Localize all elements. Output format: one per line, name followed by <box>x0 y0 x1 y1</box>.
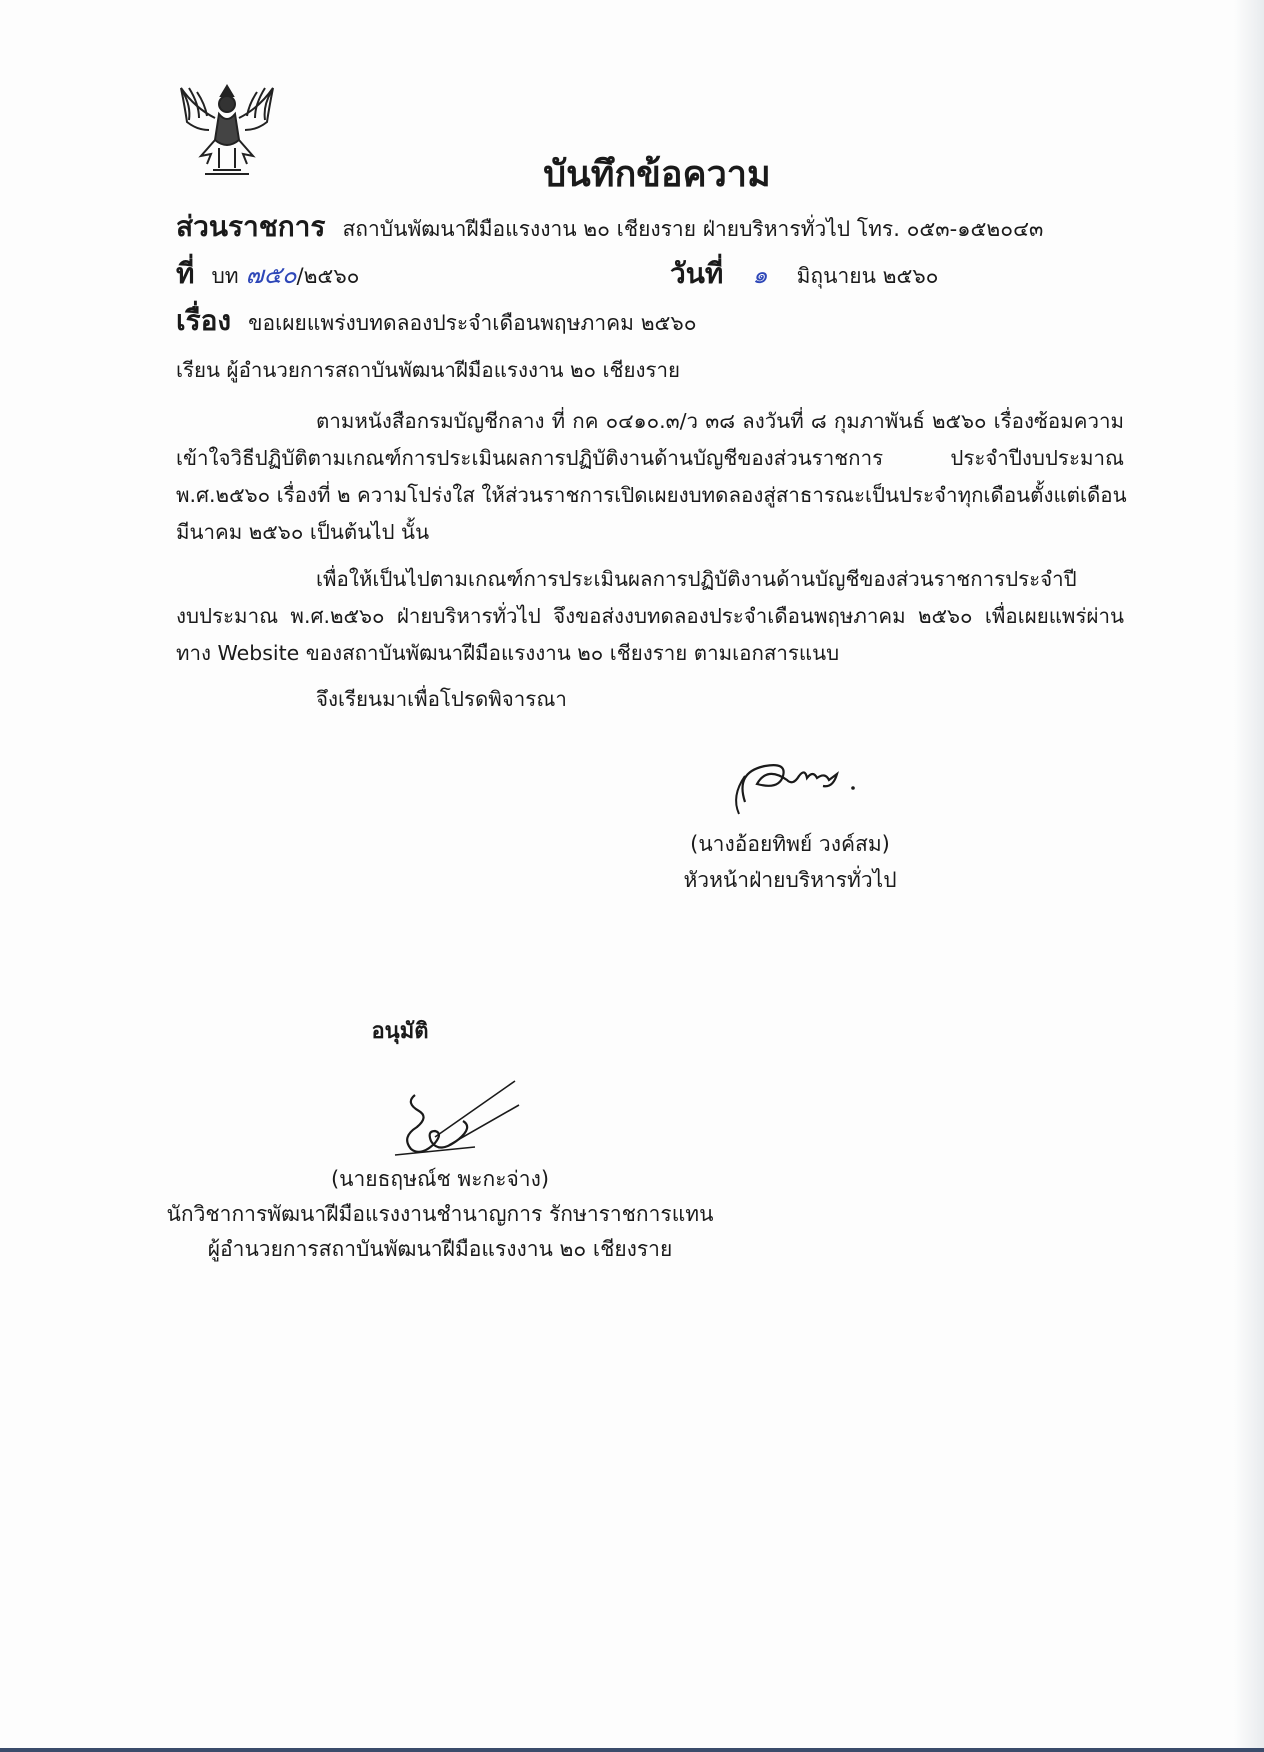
approver-position-line1: นักวิชาการพัฒนาฝีมือแรงงานชำนาญการ รักษาราชการแทน <box>166 1202 714 1226</box>
signature-2-image <box>385 1075 535 1165</box>
reference-row <box>176 252 359 296</box>
paragraph2-line1: เพื่อให้เป็นไปตามเกณฑ์การประเมินผลการปฏิบัติงานด้านบัญชีของส่วนราชการประจำปี <box>316 567 1077 591</box>
approver-position-line2: ผู้อำนวยการสถาบันพัฒนาฝีมือแรงงาน ๒๐ เชียงราย <box>207 1237 673 1261</box>
paragraph2-line2: งบประมาณ พ.ศ.๒๕๖๐ ฝ่ายบริหารทั่วไป จึงขอส่งงบทดลองประจำเดือนพฤษภาคม ๒๕๖๐ เพื่อเผยแพร่ผ่าน <box>176 604 1124 628</box>
memo-title: บันทึกข้อความ <box>543 154 771 195</box>
scan-bottom-edge <box>0 1748 1264 1752</box>
salutation: เรียน ผู้อำนวยการสถาบันพัฒนาฝีมือแรงงาน ๒๐ เชียงราย <box>176 358 681 382</box>
subject-row <box>176 299 697 343</box>
subject-value: ขอเผยแพร่งบทดลองประจำเดือนพฤษภาคม ๒๕๖๐ <box>248 311 697 335</box>
scan-edge-shadow <box>1234 0 1264 1752</box>
subject-label: เรื่อง <box>176 304 232 337</box>
reference-suffix: /๒๕๖๐ <box>296 264 360 288</box>
paragraph1-line2: เข้าใจวิธีปฏิบัติตามเกณฑ์การประเมินผลการปฏิบัติงานด้านบัญชีของส่วนราชการ ประจำปีงบประมาณ <box>176 446 1124 470</box>
signature-1-image <box>725 742 865 832</box>
agency-label: ส่วนราชการ <box>176 210 326 243</box>
signer1-name: (นางอ้อยทิพย์ วงค์สม) <box>690 832 890 856</box>
paragraph1-line1: ตามหนังสือกรมบัญชีกลาง ที่ กค ๐๔๑๐.๓/ว ๓๘ ลงวันที่ ๘ กุมภาพันธ์ ๒๕๖๐ เรื่องซ้อมความ <box>316 409 1124 433</box>
paragraph1-line4: มีนาคม ๒๕๖๐ เป็นต้นไป นั้น <box>176 520 430 544</box>
approval-label: อนุมัติ <box>371 1019 429 1044</box>
paragraph2-line3: ทาง Website ของสถาบันพัฒนาฝีมือแรงงาน ๒๐ เชียงราย ตามเอกสารแนบ <box>176 641 840 665</box>
reference-label: ที่ <box>176 257 195 290</box>
reference-number-handwritten: ๗๕๐ <box>245 261 297 289</box>
approver-name: (นายธฤษณ์ช พะกะจ่าง) <box>330 1167 550 1191</box>
date-value: มิถุนายน ๒๕๖๐ <box>796 264 939 288</box>
reference-prefix: บท <box>211 264 239 288</box>
agency-row <box>176 205 1043 249</box>
closing-line: จึงเรียนมาเพื่อโปรดพิจารณา <box>316 687 567 711</box>
date-day-handwritten: ๑ <box>752 261 768 289</box>
date-label: วันที่ <box>670 257 724 290</box>
agency-value: สถาบันพัฒนาฝีมือแรงงาน ๒๐ เชียงราย ฝ่ายบริหารทั่วไป โทร. ๐๕๓-๑๕๒๐๔๓ <box>342 217 1044 241</box>
paragraph1-line3: พ.ศ.๒๕๖๐ เรื่องที่ ๒ ความโปร่งใส ให้ส่วนราชการเปิดเผยงบทดลองสู่สาธารณะเป็นประจำทุกเดือนตั้งแต่เดือน <box>176 483 1127 507</box>
date-row <box>670 252 939 296</box>
signer1-position: หัวหน้าฝ่ายบริหารทั่วไป <box>683 868 897 892</box>
